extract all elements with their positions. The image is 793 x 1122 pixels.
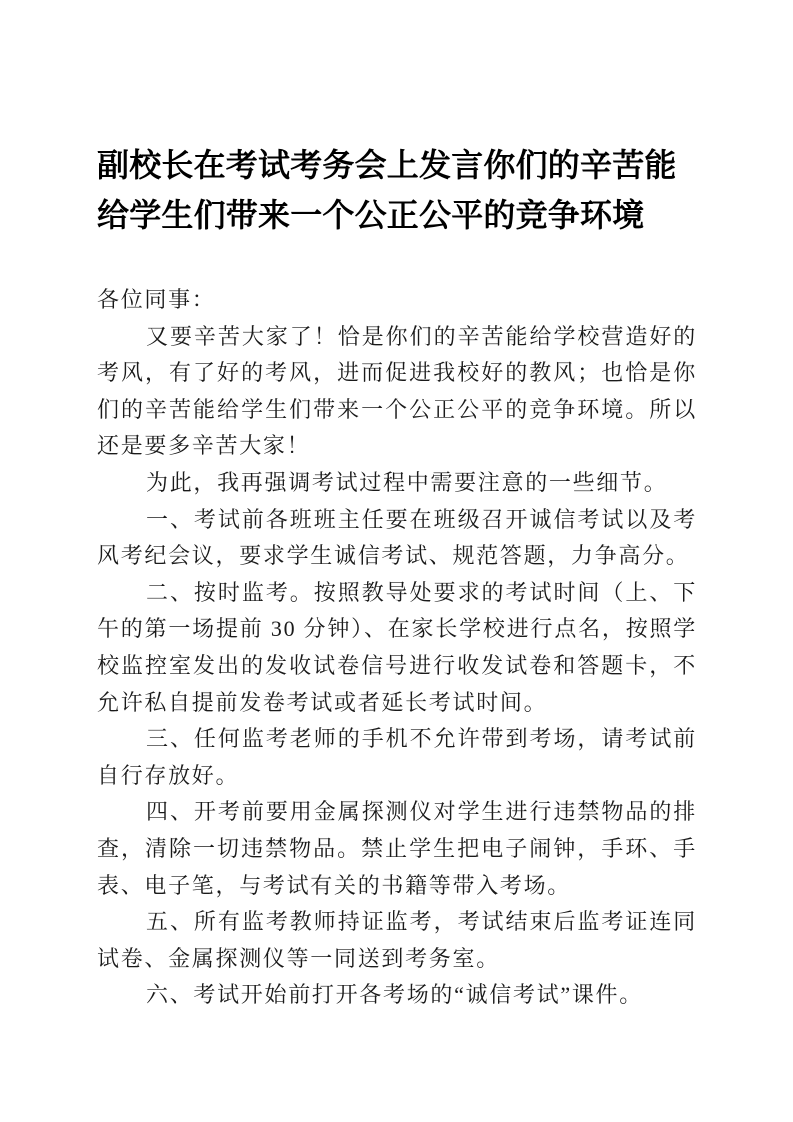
paragraph-item-1: 一、考试前各班班主任要在班级召开诚信考试以及考风考纪会议，要求学生诚信考试、规范答题，力争高分。 (97, 506, 697, 569)
page-title-line-2: 给学生们带来一个公正公平的竞争环境 (97, 197, 645, 233)
paragraph-item-4: 四、开考前要用金属探测仪对学生进行违禁物品的排查，清除一切违禁物品。禁止学生把电子闹钟，手环、手表、电子笔，与考试有关的书籍等带入考场。 (97, 799, 697, 898)
paragraph-item-3: 三、任何监考老师的手机不允许带到考场，请考试前自行存放好。 (97, 726, 697, 788)
document-content (97, 140, 697, 1014)
page-title (97, 140, 687, 240)
salutation: 各位同事： (97, 287, 216, 312)
paragraph-item-5: 五、所有监考教师持证监考，考试结束后监考证连同试卷、金属探测仪等一同送到考务室。 (97, 909, 697, 971)
paragraph-item-2: 二、按时监考。按照教导处要求的考试时间（上、下午的第一场提前 30 分钟）、在家长学校进行点名，按照学校监控室发出的发收试卷信号进行收发试卷和答题卡，不允许私自提前发卷考试或者延长考试时间。 (97, 579, 697, 715)
paragraph-item-6: 六、考试开始前打开各考场的“诚信考试”课件。 (146, 982, 643, 1008)
document-body (97, 282, 697, 1014)
paragraph-2: 为此，我再强调考试过程中需要注意的一些细节。 (146, 469, 668, 495)
page-title-line-1: 副校长在考试考务会上发言你们的辛苦能 (97, 147, 677, 183)
paragraph-1: 又要辛苦大家了！恰是你们的辛苦能给学校营造好的考风，有了好的考风，进而促进我校好的教风；也恰是你们的辛苦能给学生们带来一个公正公平的竞争环境。所以还是要多辛苦大家！ (97, 323, 697, 459)
